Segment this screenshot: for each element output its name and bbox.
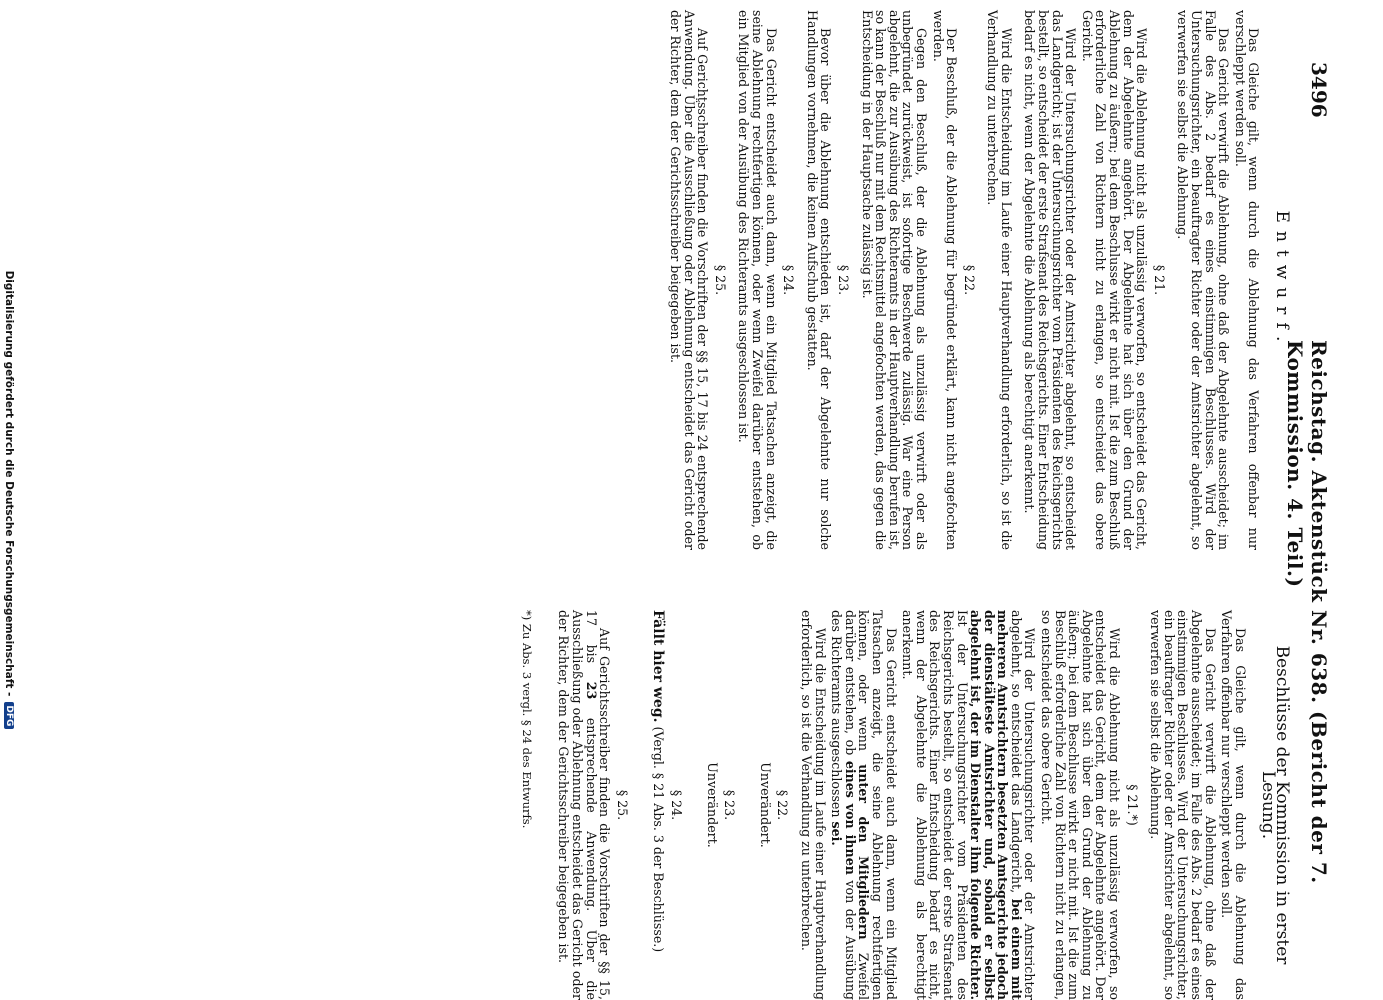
resolutions-intro-paragraph: Das Gleiche gilt, wenn durch die Ablehnung das Verfahren offenbar nur verschleppt werden soll.: [1219, 610, 1248, 1000]
resolutions-s21-paragraph: Wird die Ablehnung nicht als unzulässig verworfen, so entscheidet das Gericht, dem der Abgelehnte angehört. Der Abgelehnte hat sich über den Grund der Ablehnung zu äußern; bei dem Beschlusse wirkt er nicht mit. Ist die zum Beschluß erforderliche Zahl von Richtern nicht zu erlangen, so entscheidet das obere Gericht.: [1039, 610, 1123, 1000]
resolutions-intro-paragraph: Das Gericht verwirft die Ablehnung, ohne daß der Abgelehnte ausscheidet; im Falle des Abs. 2 bedarf es eines einstimmigen Beschlusses. Wird der Untersuchungsrichter, ein beauftragter Richter oder der Amtsrichter abgelehnt, so verwerfen sie selbst die Ablehnung.: [1148, 610, 1218, 1000]
draft-column: [665, 10, 1292, 550]
page-number: 3496: [1307, 62, 1331, 118]
resolutions-section-22-title: § 22.: [775, 789, 791, 821]
running-title: Reichstag. Aktenstück Nr. 638. (Bericht der 7. Kommission. 4. Teil.): [1283, 340, 1331, 884]
draft-s21-paragraph: Wird der Untersuchungsrichter oder der Amtsrichter abgelehnt, so entscheidet das Landgericht; ist der Untersuchungsrichter vom Präsidenten des Reichsgerichts bestellt, so entscheidet der erste Strafsenat des Reichsgerichts. Einer Entscheidung bedarf es nicht, wenn der Abgelehnte die Ablehnung als berechtigt anerkennt.: [1022, 10, 1079, 550]
draft-s24-paragraph: Das Gericht entscheidet auch dann, wenn ein Mitglied Tatsachen anzeigt, die seine Ablehnung rechtfertigen können, oder wenn Zweifel darüber entstehen, ob ein Mitglied von der Ausübung des Richteramts ausgeschlossen ist.: [736, 10, 779, 550]
amended-text: sei.: [829, 821, 845, 846]
draft-section-25-title: § 25.: [712, 264, 728, 296]
resolutions-section-25-title: § 25.: [614, 789, 630, 821]
resolutions-s21-paragraph: Wird die Entscheidung im Laufe einer Hauptverhandlung erforderlich, so ist die Verhandlung zu unterbrechen.: [799, 610, 828, 1000]
draft-s21-paragraph: Wird die Entscheidung im Laufe einer Hauptverhandlung erforderlich, so ist die Verhandlung zu unterbrechen.: [985, 10, 1014, 550]
unchanged-note: Unverändert.: [757, 762, 773, 848]
amended-text: unter den Mitgliedern: [856, 764, 872, 940]
resolutions-column: [519, 610, 1292, 1000]
text-run: Zweifel darüber entstehen, ob: [842, 610, 872, 1000]
draft-s23-paragraph: Bevor über die Ablehnung entschieden ist, darf der Abgelehnte nur solche Handlungen vornehmen, die keinen Aufschub gestatten.: [804, 10, 834, 550]
resolutions-section-23-title: § 23.: [722, 789, 738, 821]
draft-intro-paragraph: Das Gleiche gilt, wenn durch die Ablehnung das Verfahren offenbar nur verschleppt werden soll.: [1232, 10, 1262, 550]
draft-section-24-title: § 24.: [781, 264, 797, 296]
resolutions-section-24-title: § 24.: [669, 789, 685, 821]
draft-s22-paragraph: Gegen den Beschluß, der die Ablehnung als unzulässig verwirft oder als unbegründet zurückweist, ist sofortige Beschwerde zulässig. War eine Person abgelehnt, die zur Ausübung des Richteramts in der Hauptverhandlung berufen ist, so kann der Beschluß nur mit dem Rechtsmittel angefochten werden, das gegen die Entscheidung in der Hauptsache zulässig ist.: [859, 10, 929, 550]
text-run: Auf Gerichtsschreiber finden die Vorschriften der §§ 15, 17 bis: [583, 610, 613, 1000]
text-run: entsprechende Anwendung. Über die Ausschließung oder Ablehnung entscheidet das Gericht oder der Richter, dem der Gerichtsschreiber beigegeben ist.: [556, 610, 599, 1000]
resolutions-s21-paragraph-amended: [830, 610, 898, 1000]
text-run: von der Ausübung des Richteramts ausgeschlossen: [829, 610, 858, 1000]
dropped-note: [651, 610, 666, 1000]
resolutions-s25-paragraph: [557, 610, 611, 1000]
text-run: Das Gericht entscheidet auch dann, wenn ein Mitglied Tatsachen anzeigt, die seine Ablehnung rechtfertigen können, oder wenn: [856, 610, 899, 1000]
text-run: Wird der Untersuchungsrichter oder der Amtsrichter abgelehnt, so entscheidet das Landgericht,: [1008, 610, 1038, 1000]
draft-intro-paragraph: Das Gericht verwirft die Ablehnung, ohne daß der Abgelehnte ausscheidet; im Falle des Abs. 2 bedarf es eines einstimmigen Beschlusses. Wird der Untersuchungsrichter, ein beauftragter Richter oder der Amtsrichter abgelehnt, so verwerfen sie selbst die Ablehnung.: [1175, 10, 1232, 550]
dropped-label: Fällt hier weg.: [650, 610, 667, 723]
credit-text: Digitalisierung gefördert durch die Deutsche Forschungsgemeinschaft -: [3, 270, 15, 697]
digitization-credit: [0, 0, 18, 1000]
resolutions-s21-paragraph-amended: [901, 610, 1037, 1000]
amended-text: bei einem mit mehreren Amtsrichtern besetzten Amtsgerichte jedoch der dienstälteste Amtsrichter und, sobald er selbst abgelehnt ist, der im Dienstalter ihm folgende Richter.: [968, 610, 1024, 1000]
draft-section-23-title: § 23.: [835, 264, 851, 296]
text-run: Ist der Untersuchungsrichter vom Präsidenten des Reichsgerichts bestellt, so entscheidet der erste Strafsenat des Reichsgerichts. Einer Entscheidung bedarf es nicht, wenn der Abgelehnte die Ablehnung als berechtigt anerkennt.: [900, 610, 970, 1000]
dropped-reference: (Vergl. § 21 Abs. 3 der Beschlüsse.): [651, 722, 667, 953]
amended-text: 23: [583, 681, 599, 700]
page-header: [1283, 0, 1383, 1000]
unchanged-note: Unverändert.: [704, 762, 720, 848]
draft-heading: Entwurf.: [1272, 210, 1292, 350]
draft-section-21-title: § 21.: [1151, 264, 1167, 296]
dfg-logo: DFG: [4, 702, 14, 729]
amended-text: eines von ihnen: [842, 760, 858, 875]
draft-s25-paragraph: Auf Gerichtsschreiber finden die Vorschriften der §§ 15, 17 bis 24 entsprechende Anwendung. Über die Ausschließung oder Ablehnung entscheidet das Gericht oder der Richter, dem der Gerichtsschreiber beigegeben ist.: [668, 10, 711, 550]
draft-s22-paragraph: Der Beschluß, der die Ablehnung für begründet erklärt, kann nicht angefochten werden.: [930, 10, 960, 550]
resolutions-heading: Beschlüsse der Kommission in erster Lesung.: [1258, 645, 1292, 965]
draft-section-22-title: § 22.: [961, 264, 977, 296]
draft-s21-paragraph: Wird die Ablehnung nicht als unzulässig verworfen, so entscheidet das Gericht, dem der Abgelehnte angehört. Der Abgelehnte hat sich über den Grund der Ablehnung zu äußern; bei dem Beschlusse wirkt er nicht mit. Ist die zum Beschluß erforderliche Zahl von Richtern nicht zu erlangen, so entscheidet das obere Gericht.: [1079, 10, 1150, 550]
footnote: *) Zu Abs. 3 vergl. § 24 des Entwurfs.: [519, 610, 534, 829]
resolutions-section-21-title: § 21.*): [1124, 784, 1140, 826]
